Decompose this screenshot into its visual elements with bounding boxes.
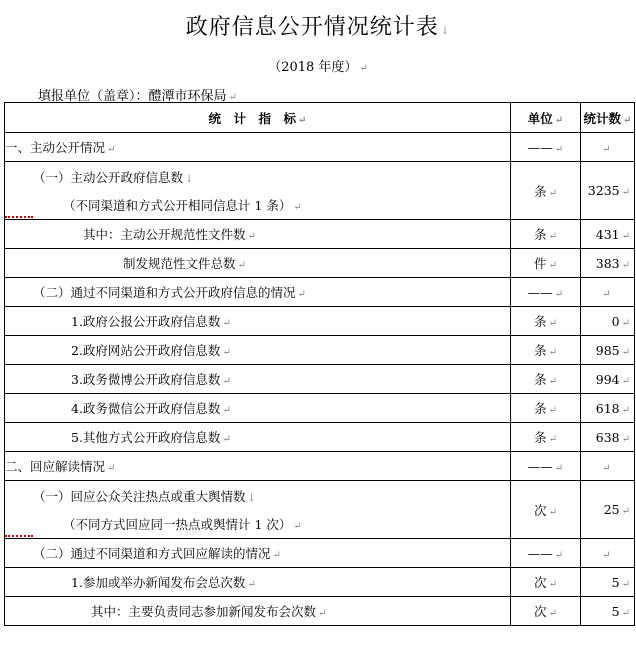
table-row <box>5 423 635 452</box>
table-row <box>5 365 635 394</box>
statistics-table <box>4 102 635 626</box>
count-cell: 618 ↵ <box>581 394 635 423</box>
indicator-label: 其中：主要负责同志参加新闻发布会次数 ↵ <box>91 604 327 619</box>
unit-cell: 条 ↵ <box>511 394 581 423</box>
table-row <box>5 278 635 307</box>
indicator-label: 3.政务微博公开政府信息数 ↵ <box>71 372 231 387</box>
table-row <box>5 452 635 481</box>
count-cell: ↵ <box>581 133 635 162</box>
indicator-label: 5.其他方式公开政府信息数 ↵ <box>71 430 231 445</box>
unit-cell: —— ↵ <box>511 278 581 307</box>
table-row <box>5 539 635 568</box>
table-row <box>5 597 635 626</box>
indicator-cell <box>5 423 511 452</box>
report-year: （2018 年度） ↵ <box>268 60 368 75</box>
header-count: 统计数 ↵ <box>581 103 635 133</box>
indicator-label: 1.参加或举办新闻发布会总次数 ↵ <box>71 575 256 590</box>
table-row <box>5 336 635 365</box>
table-row <box>5 394 635 423</box>
count-cell: 985 ↵ <box>581 336 635 365</box>
indicator-note: （不同渠道和方式公开相同信息计 1 条） ↵ <box>5 196 510 214</box>
indicator-label: 二、回应解读情况 ↵ <box>5 459 116 474</box>
count-cell: 431 ↵ <box>581 220 635 249</box>
unit-cell: 条 ↵ <box>511 365 581 394</box>
indicator-label: 1.政府公报公开政府信息数 ↵ <box>71 314 231 329</box>
indicator-label: （二）通过不同渠道和方式公开政府信息的情况 ↵ <box>33 285 306 300</box>
unit-cell: 条 ↵ <box>511 423 581 452</box>
indicator-label: （二）通过不同渠道和方式回应解读的情况 ↵ <box>33 546 281 561</box>
indicator-note: （不同方式回应同一热点或舆情计 1 次） ↵ <box>5 515 510 533</box>
indicator-label: 其中：主动公开规范性文件数 ↵ <box>83 227 256 242</box>
unit-cell: 次 ↵ <box>511 597 581 626</box>
table-row <box>5 133 635 162</box>
indicator-label: 一、主动公开情况 ↵ <box>5 140 116 155</box>
count-cell: ↵ <box>581 539 635 568</box>
table-row <box>5 249 635 278</box>
indicator-label: 制发规范性文件总数 ↵ <box>123 256 246 271</box>
indicator-cell <box>5 307 511 336</box>
count-cell: 3235 ↵ <box>581 162 635 220</box>
count-cell: ↵ <box>581 278 635 307</box>
table-row <box>5 307 635 336</box>
table-row <box>5 481 635 539</box>
table-header-row <box>5 103 635 133</box>
unit-cell: —— ↵ <box>511 539 581 568</box>
indicator-cell <box>5 249 511 278</box>
header-indicator: 统 计 指 标 ↵ <box>5 103 511 133</box>
indicator-cell <box>5 220 511 249</box>
unit-cell: 条 ↵ <box>511 162 581 220</box>
count-cell: ↵ <box>581 452 635 481</box>
count-cell: 0 ↵ <box>581 307 635 336</box>
table-row <box>5 162 635 220</box>
count-cell: 994 ↵ <box>581 365 635 394</box>
count-cell: 25 ↵ <box>581 481 635 539</box>
unit-cell: 条 ↵ <box>511 307 581 336</box>
unit-cell: 条 ↵ <box>511 336 581 365</box>
indicator-cell <box>5 539 511 568</box>
filing-unit: 填报单位（盖章）：醴潭市环保局 ↵ <box>38 89 237 104</box>
spellcheck-underline <box>5 533 33 537</box>
indicator-label: 2.政府网站公开政府信息数 ↵ <box>71 343 231 358</box>
indicator-label: （一）回应公众关注热点或重大舆情数 ↓ <box>33 488 256 504</box>
indicator-cell <box>5 597 511 626</box>
unit-cell: 次 ↵ <box>511 568 581 597</box>
unit-cell: —— ↵ <box>511 133 581 162</box>
indicator-cell <box>5 452 511 481</box>
header-unit: 单位 ↵ <box>511 103 581 133</box>
count-cell: 5 ↵ <box>581 568 635 597</box>
count-cell: 383 ↵ <box>581 249 635 278</box>
table-row <box>5 220 635 249</box>
indicator-cell <box>5 162 511 220</box>
indicator-cell <box>5 336 511 365</box>
unit-cell: 件 ↵ <box>511 249 581 278</box>
indicator-label: 4.政务微信公开政府信息数 ↵ <box>71 401 231 416</box>
unit-cell: —— ↵ <box>511 452 581 481</box>
count-cell: 638 ↵ <box>581 423 635 452</box>
indicator-cell <box>5 278 511 307</box>
unit-cell: 次 ↵ <box>511 481 581 539</box>
indicator-cell <box>5 365 511 394</box>
indicator-cell <box>5 394 511 423</box>
count-cell: 5 ↵ <box>581 597 635 626</box>
indicator-cell <box>5 568 511 597</box>
document-title: 政府信息公开情况统计表 ↓ <box>185 15 451 40</box>
unit-cell: 条 ↵ <box>511 220 581 249</box>
spellcheck-underline <box>5 214 33 218</box>
indicator-cell <box>5 481 511 539</box>
indicator-label: （一）主动公开政府信息数 ↓ <box>33 169 194 185</box>
indicator-cell <box>5 133 511 162</box>
table-row <box>5 568 635 597</box>
